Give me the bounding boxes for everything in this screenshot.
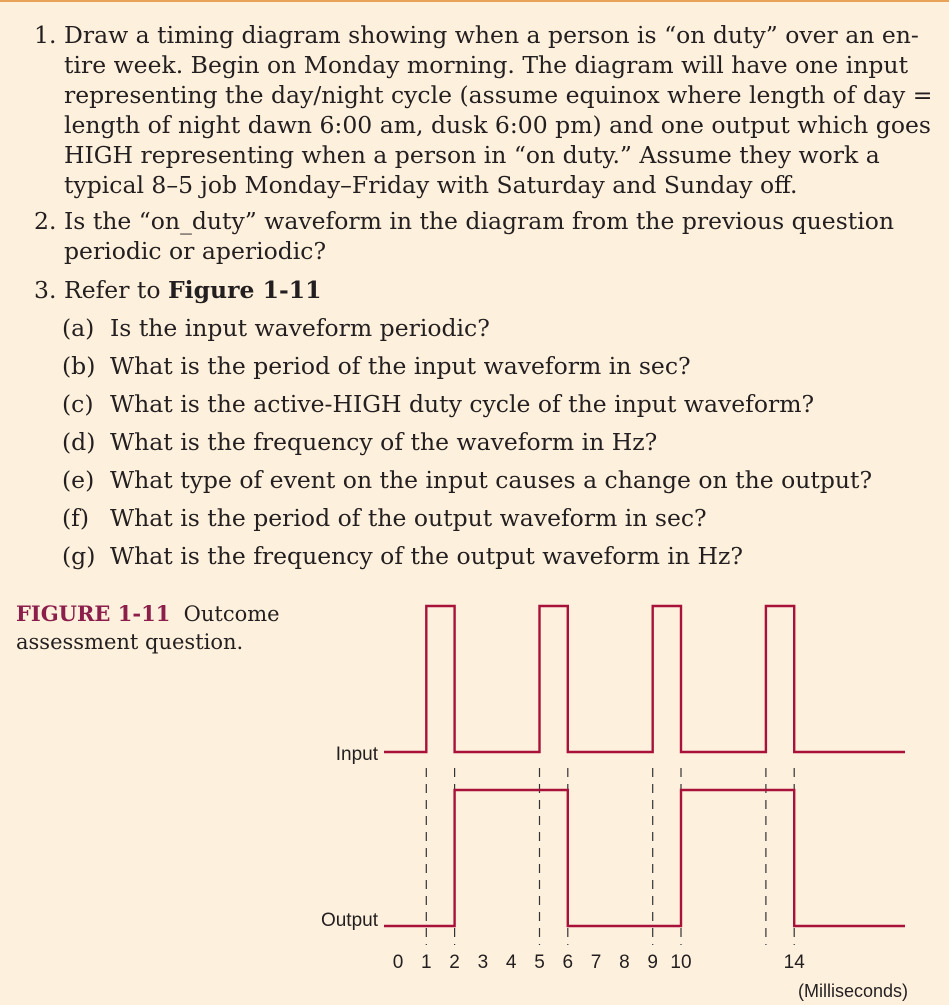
tick-label: 1 [421, 952, 432, 973]
figure-label: FIGURE 1-11 [16, 601, 171, 626]
sub-text: What type of event on the input causes a change on the output? [110, 466, 873, 494]
tick-label: 14 [783, 952, 805, 973]
tick-label: 7 [590, 952, 602, 973]
question-line: periodic or aperiodic? [64, 237, 327, 265]
sub-label: (c) [62, 390, 94, 418]
sub-label: (f) [62, 504, 90, 532]
sub-text: What is the frequency of the waveform in Hz? [110, 428, 658, 456]
tick-label: 10 [670, 952, 692, 973]
question-line: Is the “on_duty” waveform in the diagram from the previous question [64, 207, 894, 235]
waveforms [384, 606, 905, 926]
tick-label: 5 [534, 952, 545, 973]
output-label: Output [320, 910, 378, 931]
tick-label: 4 [505, 952, 517, 973]
tick-label: 6 [562, 952, 574, 973]
output-waveform [384, 790, 905, 926]
question-line: HIGH representing when a person in “on duty.” Assume they work a [64, 141, 880, 169]
input-label: Input [335, 744, 378, 765]
sub-text: What is the period of the output waveform in sec? [110, 504, 707, 532]
sub-text: What is the active-HIGH duty cycle of the input waveform? [110, 390, 815, 418]
figure-caption-text: Outcome assessment question. [16, 602, 280, 654]
question-line: tire week. Begin on Monday morning. The diagram will have one input [64, 51, 909, 79]
question-number: 1. [34, 21, 57, 49]
sub-label: (e) [62, 466, 95, 494]
sub-label: (d) [62, 428, 96, 456]
question-line: typical 8–5 job Monday–Friday with Saturday and Sunday off. [64, 171, 798, 199]
sub-text: What is the frequency of the output waveform in Hz? [110, 542, 744, 570]
dashed-guides [426, 768, 794, 945]
sub-text: Is the input waveform periodic? [110, 314, 490, 342]
figure-reference: Figure 1-11 [167, 276, 322, 304]
unit-label: (Milliseconds) [797, 981, 909, 1001]
question-line: representing the day/night cycle (assume equinox where length of day = [64, 81, 933, 109]
question-line: Draw a timing diagram showing when a person is “on duty” over an en- [64, 21, 919, 49]
question-number: 3. [34, 276, 57, 304]
sub-label: (a) [62, 314, 95, 342]
question-line: length of night dawn 6:00 am, dusk 6:00 pm) and one output which goes [64, 111, 931, 139]
question-prefix: Refer to [64, 276, 168, 304]
tick-label: 2 [449, 952, 460, 973]
sub-label: (g) [62, 542, 96, 570]
tick-label: 9 [647, 952, 658, 973]
input-waveform [384, 606, 905, 752]
sub-label: (b) [62, 352, 96, 380]
tick-label: 8 [619, 952, 630, 973]
question-number: 2. [34, 207, 57, 235]
time-axis-ticks [393, 952, 805, 973]
tick-label: 0 [392, 952, 404, 973]
tick-label: 3 [477, 952, 489, 973]
sub-text: What is the period of the input waveform in sec? [110, 352, 691, 380]
